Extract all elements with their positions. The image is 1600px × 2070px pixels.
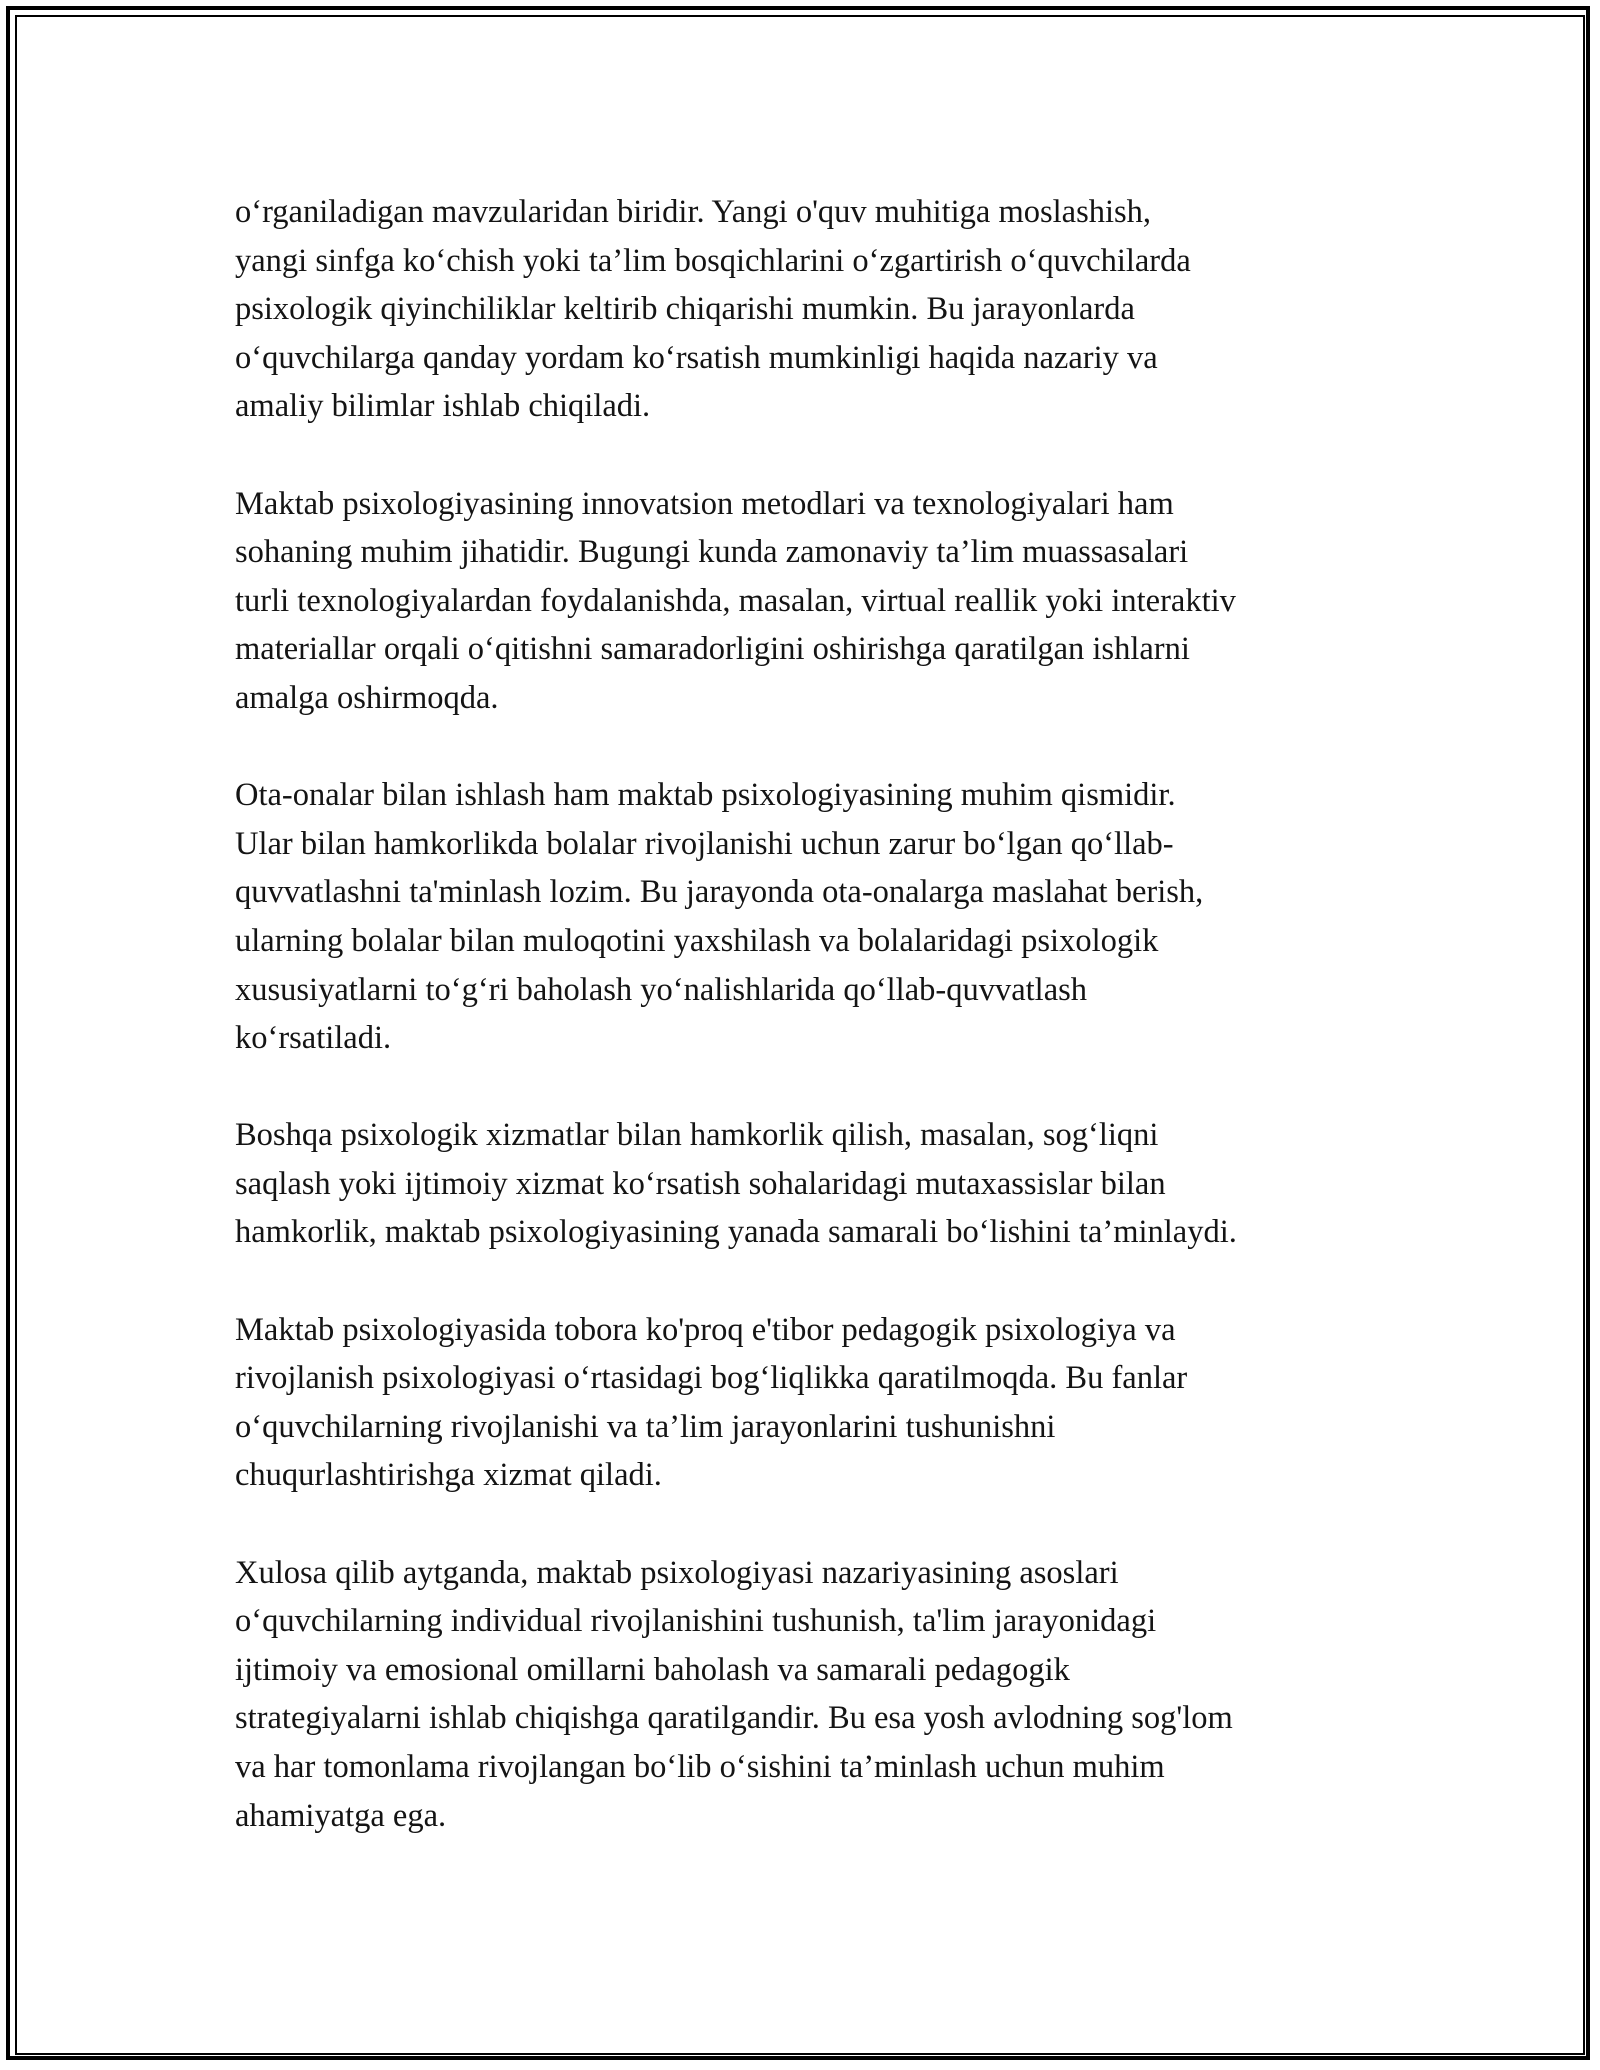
- paragraph-working-with-parents: Ota-onalar bilan ishlash ham maktab psixologiyasining muhim qismidir. Ular bilan hamkorlikda bolalar rivojlanishi uchun zarur bo‘lgan qo‘llab- quvvatlashni ta'minlash lozim. Bu jarayonda ota-onalarga maslahat berish, ularning bolalar bilan muloqotini yaxshilash va bolalaridagi psixologik xususiyatlarni to‘g‘ri baholash yo‘nalishlarida qo‘llab-quvvatlash ko‘rsatiladi.: [235, 777, 1204, 1057]
- paragraph-innovative-methods: Maktab psixologiyasining innovatsion metodlari va texnologiyalari ham sohaning muhim jihatidir. Bugungi kunda zamonaviy ta’lim muassasalari turli texnologiyalardan foydalanishda, masalan, virtual reallik yoki interaktiv materiallar orqali o‘qitishni samaradorligini oshirishga qaratilgan ishlarni amalga oshirmoqda.: [235, 485, 1236, 716]
- paragraph-other-services: Boshqa psixologik xizmatlar bilan hamkorlik qilish, masalan, sog‘liqni saqlash yoki ijtimoiy xizmat ko‘rsatish sohalaridagi mutaxassislar bilan hamkorlik, maktab psixologiyasining yanada samarali bo‘lishini ta’minlaydi.: [235, 1117, 1237, 1251]
- paragraph-conclusion: Xulosa qilib aytganda, maktab psixologiyasi nazariyasining asoslari o‘quvchilarning individual rivojlanishini tushunish, ta'lim jarayonidagi ijtimoiy va emosional omillarni baholash va samarali pedagogik strategiyalarni ishlab chiqishga qaratilgandir. Bu esa yosh avlodning sog'lom va har tomonlama rivojlangan bo‘lib o‘sishini ta’minlash uchun muhim ahamiyatga ega.: [235, 1554, 1233, 1834]
- document-body: [235, 188, 1385, 1889]
- paragraph-pedagogical-psychology: Maktab psixologiyasida tobora ko'proq e'tibor pedagogik psixologiya va rivojlanish psixologiyasi o‘rtasidagi bog‘liqlikka qaratilmoqda. Bu fanlar o‘quvchilarning rivojlanishi va ta’lim jarayonlarini tushunishni chuqurlashtirishga xizmat qiladi.: [235, 1311, 1188, 1494]
- paragraph-adaptation: o‘rganiladigan mavzularidan biridir. Yangi o'quv muhitiga moslashish, yangi sinfga ko‘chish yoki ta’lim bosqichlarini o‘zgartirish o‘quvchilarda psixologik qiyinchiliklar keltirib chiqarishi mumkin. Bu jarayonlarda o‘quvchilarga qanday yordam ko‘rsatish mumkinligi haqida nazariy va amaliy bilimlar ishlab chiqiladi.: [235, 194, 1191, 425]
